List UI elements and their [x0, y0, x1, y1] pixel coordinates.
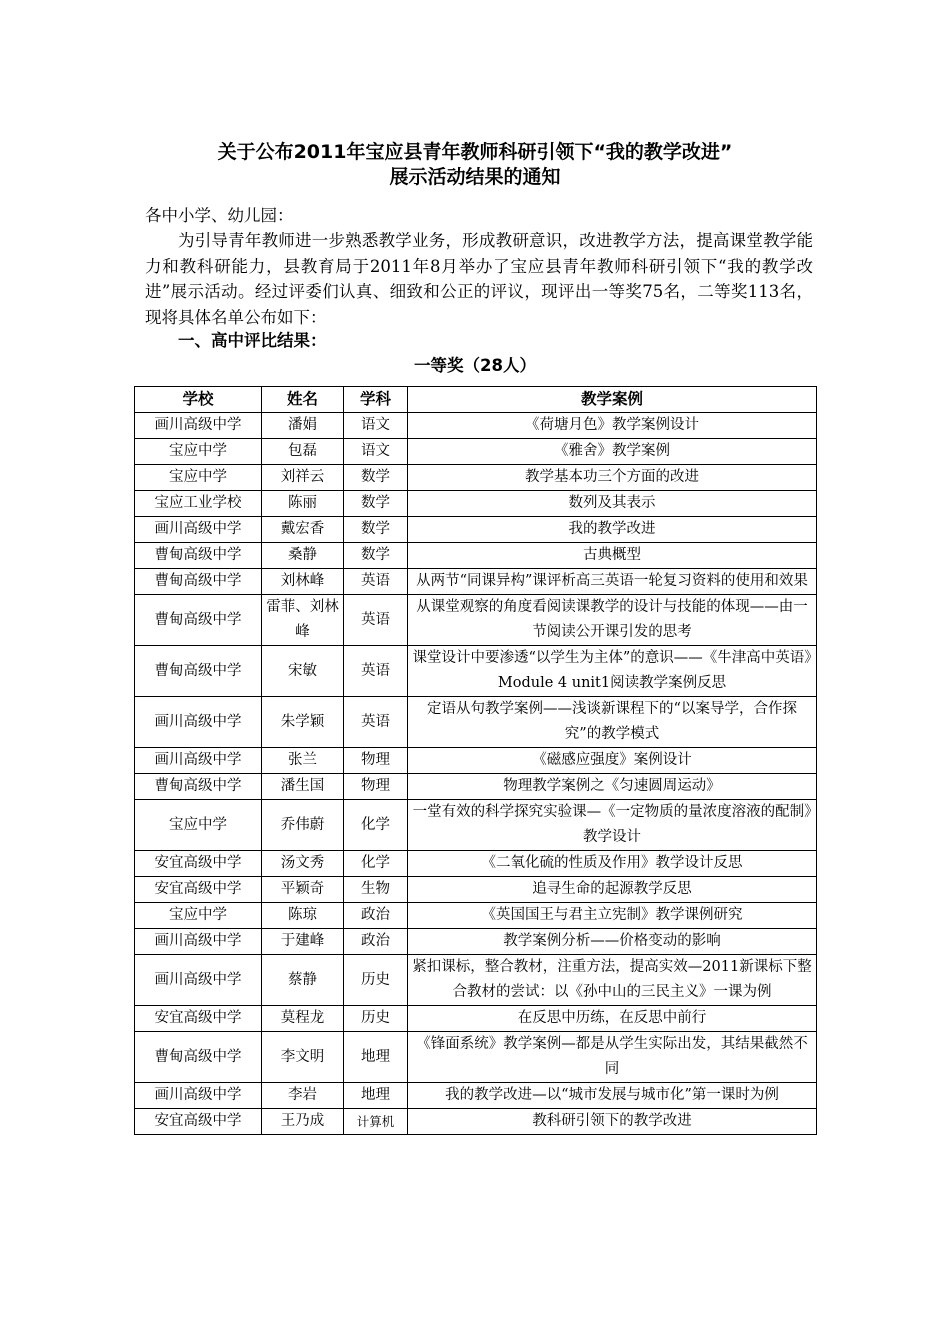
cell-school: 曹甸高级中学 [135, 646, 262, 697]
table-row [135, 877, 817, 903]
cell-name: 汤文秀 [262, 851, 344, 877]
cell-subject: 英语 [344, 697, 408, 748]
cell-school: 曹甸高级中学 [135, 774, 262, 800]
cell-name: 戴宏香 [262, 517, 344, 543]
cell-subject: 化学 [344, 800, 408, 851]
cell-case: 物理教学案例之《匀速圆周运动》 [408, 774, 817, 800]
table-row [135, 646, 817, 697]
cell-case: 在反思中历练，在反思中前行 [408, 1006, 817, 1032]
cell-subject: 政治 [344, 929, 408, 955]
cell-subject: 数学 [344, 543, 408, 569]
cell-school: 画川高级中学 [135, 413, 262, 439]
header-subject: 学科 [344, 387, 408, 413]
table-row [135, 774, 817, 800]
cell-case: 教学基本功三个方面的改进 [408, 465, 817, 491]
cell-name: 刘林峰 [262, 569, 344, 595]
cell-case: 紧扣课标，整合教材，注重方法，提高实效—2011新课标下整合教材的尝试：以《孙中山的三民主义》一课为例 [408, 955, 817, 1006]
cell-name: 于建峰 [262, 929, 344, 955]
header-case: 教学案例 [408, 387, 817, 413]
cell-case: 从两节“同课异构”课评析高三英语一轮复习资料的使用和效果 [408, 569, 817, 595]
cell-school: 曹甸高级中学 [135, 569, 262, 595]
cell-subject: 地理 [344, 1032, 408, 1083]
cell-school: 安宜高级中学 [135, 851, 262, 877]
cell-name: 刘祥云 [262, 465, 344, 491]
cell-case: 《雅舍》教学案例 [408, 439, 817, 465]
cell-case: 从课堂观察的角度看阅读课教学的设计与技能的体现——由一节阅读公开课引发的思考 [408, 595, 817, 646]
cell-name: 宋敏 [262, 646, 344, 697]
cell-name: 乔伟蔚 [262, 800, 344, 851]
cell-name: 雷菲、刘林峰 [262, 595, 344, 646]
cell-subject: 英语 [344, 595, 408, 646]
cell-school: 曹甸高级中学 [135, 1032, 262, 1083]
header-name: 姓名 [262, 387, 344, 413]
notice-title-line2: 展示活动结果的通知 [389, 166, 561, 188]
cell-subject: 语文 [344, 413, 408, 439]
cell-case: 《英国国王与君主立宪制》教学课例研究 [408, 903, 817, 929]
table-row [135, 851, 817, 877]
table-row [135, 903, 817, 929]
cell-school: 画川高级中学 [135, 748, 262, 774]
table-row [135, 697, 817, 748]
cell-case: 定语从句教学案例——浅谈新课程下的“以案导学，合作探究”的教学模式 [408, 697, 817, 748]
cell-name: 包磊 [262, 439, 344, 465]
salutation: 各中小学、幼儿园： [145, 206, 294, 225]
cell-school: 安宜高级中学 [135, 1109, 262, 1135]
cell-name: 朱学颖 [262, 697, 344, 748]
cell-name: 张兰 [262, 748, 344, 774]
table-row [135, 1032, 817, 1083]
cell-case: 古典概型 [408, 543, 817, 569]
cell-case: 《二氧化硫的性质及作用》教学设计反思 [408, 851, 817, 877]
cell-subject: 数学 [344, 491, 408, 517]
table-row [135, 1109, 817, 1135]
cell-subject: 政治 [344, 903, 408, 929]
cell-school: 画川高级中学 [135, 955, 262, 1006]
table-row [135, 1006, 817, 1032]
cell-school: 安宜高级中学 [135, 877, 262, 903]
cell-school: 宝应中学 [135, 439, 262, 465]
cell-school: 宝应工业学校 [135, 491, 262, 517]
cell-subject: 语文 [344, 439, 408, 465]
cell-case: 一堂有效的科学探究实验课—《一定物质的量浓度溶液的配制》教学设计 [408, 800, 817, 851]
table-row [135, 543, 817, 569]
cell-case: 我的教学改进—以“城市发展与城市化”第一课时为例 [408, 1083, 817, 1109]
table-row [135, 955, 817, 1006]
body-paragraph: 为引导青年教师进一步熟悉教学业务，形成教研意识，改进教学方法，提高课堂教学能力和教科研能力，县教育局于2011年8月举办了宝应县青年教师科研引领下“我的教学改进”展示活动。经过评委们认真、细致和公正的评议，现评出一等奖75名，二等奖113名，现将具体名单公布如下： [145, 231, 813, 327]
cell-school: 曹甸高级中学 [135, 595, 262, 646]
cell-subject: 历史 [344, 1006, 408, 1032]
cell-subject: 物理 [344, 774, 408, 800]
cell-school: 画川高级中学 [135, 1083, 262, 1109]
cell-name: 莫程龙 [262, 1006, 344, 1032]
cell-case: 教学案例分析——价格变动的影响 [408, 929, 817, 955]
table-row [135, 929, 817, 955]
header-school: 学校 [135, 387, 262, 413]
cell-name: 潘娟 [262, 413, 344, 439]
cell-subject: 数学 [344, 517, 408, 543]
cell-name: 李文明 [262, 1032, 344, 1083]
cell-school: 曹甸高级中学 [135, 543, 262, 569]
cell-name: 蔡静 [262, 955, 344, 1006]
cell-case: 《磁感应强度》案例设计 [408, 748, 817, 774]
cell-school: 宝应中学 [135, 903, 262, 929]
cell-case: 课堂设计中要渗透“以学生为主体”的意识——《牛津高中英语》Module 4 unit1阅读教学案例反思 [408, 646, 817, 697]
table-row [135, 595, 817, 646]
table-row [135, 569, 817, 595]
award-heading: 一等奖（28人） [414, 356, 536, 375]
table-row [135, 413, 817, 439]
cell-subject: 数学 [344, 465, 408, 491]
table-row [135, 465, 817, 491]
cell-name: 王乃成 [262, 1109, 344, 1135]
cell-case: 数列及其表示 [408, 491, 817, 517]
cell-subject: 计算机 [344, 1109, 408, 1135]
table-row [135, 748, 817, 774]
cell-case: 我的教学改进 [408, 517, 817, 543]
cell-subject: 地理 [344, 1083, 408, 1109]
cell-name: 潘生国 [262, 774, 344, 800]
cell-subject: 生物 [344, 877, 408, 903]
cell-subject: 化学 [344, 851, 408, 877]
cell-subject: 历史 [344, 955, 408, 1006]
cell-subject: 物理 [344, 748, 408, 774]
notice-title-line1: 关于公布2011年宝应县青年教师科研引领下“我的教学改进” [217, 141, 733, 163]
cell-school: 宝应中学 [135, 800, 262, 851]
table-row [135, 439, 817, 465]
table-row [135, 491, 817, 517]
cell-school: 画川高级中学 [135, 929, 262, 955]
cell-school: 画川高级中学 [135, 697, 262, 748]
table-row [135, 800, 817, 851]
cell-case: 追寻生命的起源教学反思 [408, 877, 817, 903]
results-table [134, 386, 817, 1135]
cell-case: 教科研引领下的教学改进 [408, 1109, 817, 1135]
cell-subject: 英语 [344, 569, 408, 595]
section-heading: 一、高中评比结果： [178, 331, 327, 350]
table-header-row [135, 387, 817, 413]
cell-name: 陈丽 [262, 491, 344, 517]
cell-name: 桑静 [262, 543, 344, 569]
cell-subject: 英语 [344, 646, 408, 697]
cell-school: 宝应中学 [135, 465, 262, 491]
table-row [135, 1083, 817, 1109]
cell-school: 安宜高级中学 [135, 1006, 262, 1032]
cell-name: 平颖奇 [262, 877, 344, 903]
cell-name: 李岩 [262, 1083, 344, 1109]
cell-case: 《锋面系统》教学案例—都是从学生实际出发，其结果截然不同 [408, 1032, 817, 1083]
cell-name: 陈琼 [262, 903, 344, 929]
cell-school: 画川高级中学 [135, 517, 262, 543]
table-row [135, 517, 817, 543]
cell-case: 《荷塘月色》教学案例设计 [408, 413, 817, 439]
